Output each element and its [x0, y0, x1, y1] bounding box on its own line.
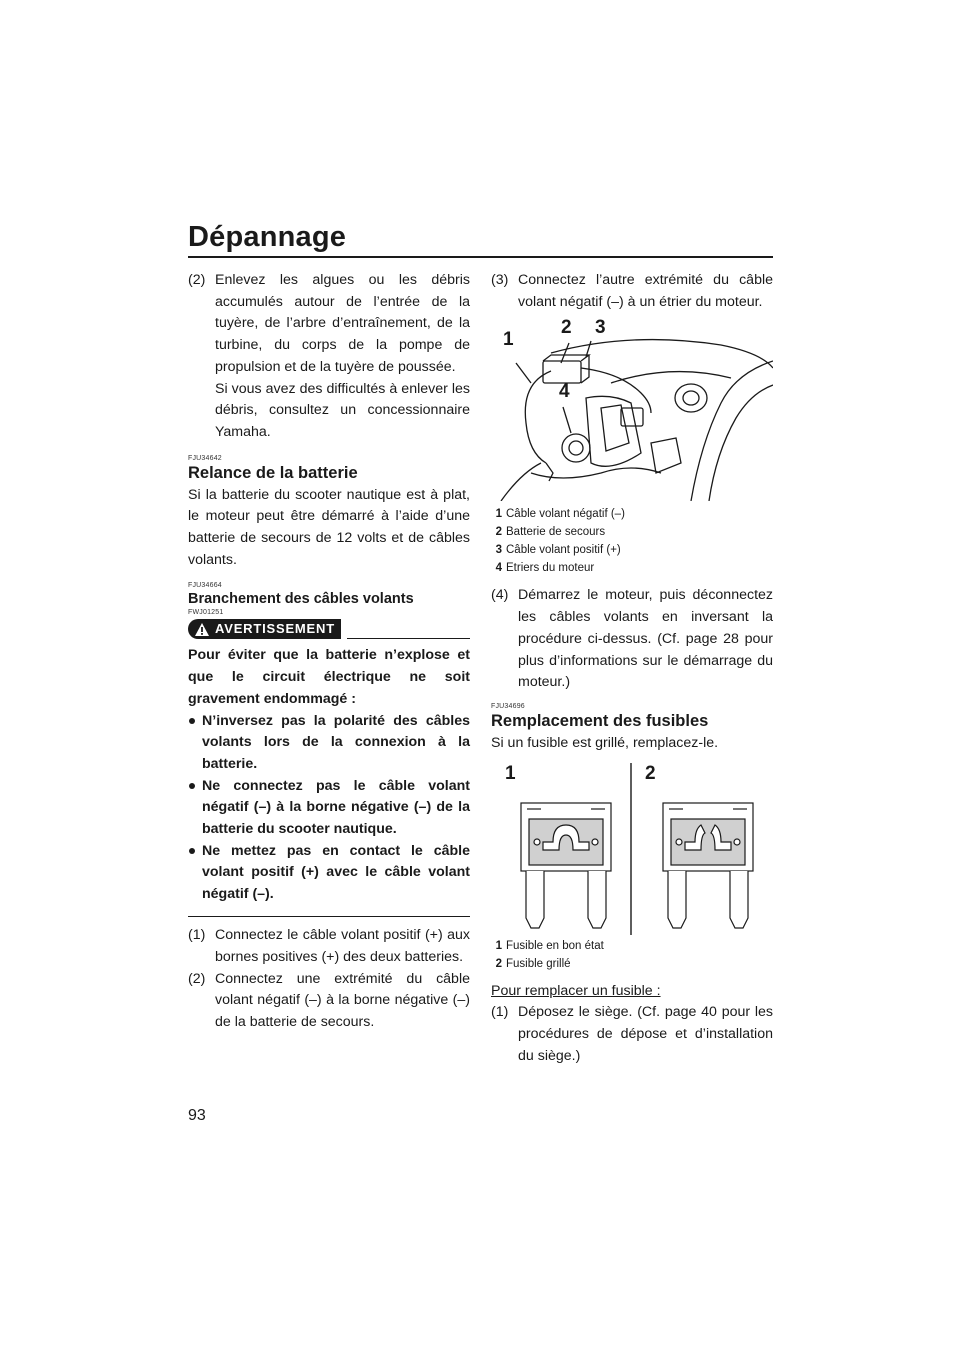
step-3-engine-bracket — [491, 270, 773, 313]
subsection-title-branchement: Branchement des câbles volants — [188, 591, 414, 608]
step-text-2: Si vous avez des difficultés à enlever les débris, consultez un concessionnaire Yamaha. — [215, 380, 470, 440]
warning-bullet: N’inversez pas la polarité des câbles volants lors de la connexion à la batterie. — [188, 711, 470, 776]
callout-2: 2 — [561, 317, 572, 339]
step-number: (3) — [491, 272, 509, 288]
warning-header — [188, 619, 470, 639]
bullet-dot — [189, 848, 195, 854]
section-body-fusibles: Si un fusible est grillé, remplacez-le. — [491, 734, 719, 751]
engine-compartment-illustration — [491, 323, 773, 501]
section-title-fusibles: Remplacement des fusibles — [491, 711, 709, 730]
section-body-relance: Si la batterie du scooter nautique est à plat, le moteur peut être démarré à l’aide d’une batterie de secours de 12 volts et de câbles volants. — [188, 486, 470, 568]
warning-body — [188, 645, 470, 905]
caption-item: 2 Fusible grillé — [495, 957, 571, 970]
step-2-debris — [188, 270, 470, 444]
callout-1: 1 — [505, 762, 516, 784]
fuse-figure — [491, 763, 773, 935]
caption-item: 1 Câble volant négatif (–) — [495, 508, 625, 521]
warning-badge — [188, 619, 341, 639]
page-title: Dépannage — [188, 221, 347, 253]
bullet-dot — [189, 718, 195, 724]
left-column — [188, 270, 470, 1034]
bullet-dot — [189, 783, 195, 789]
step-number: (1) — [188, 927, 206, 944]
warning-triangle-icon — [194, 622, 210, 637]
step-1-remove-seat — [491, 1002, 773, 1067]
ref-code: FWJ01251 — [188, 609, 224, 617]
step-text: Connectez le câble volant positif (+) aux bornes positives (+) des deux batteries. — [215, 927, 470, 966]
step-number: (2) — [188, 272, 206, 288]
step-4-start-engine — [491, 585, 773, 694]
warning-bullet: Ne connectez pas le câble volant négatif (–) à la borne négative (–) de la batterie du scooter nautique. — [188, 776, 470, 841]
callout-3: 3 — [595, 317, 606, 339]
step-text: Connectez une extrémité du câble volant négatif (–) à la borne négative (–) de la batterie de secours. — [215, 970, 470, 1031]
step-number: (1) — [491, 1004, 509, 1021]
right-column — [491, 270, 773, 1067]
figure-2-captions — [491, 937, 773, 973]
section-title-relance: Relance de la batterie — [188, 463, 358, 482]
step-2-negative — [188, 969, 470, 1034]
step-text: Déposez le siège. (Cf. page 40 pour les procédures de dépose et d’installation du siège.) — [518, 1004, 773, 1064]
jump-cable-figure — [491, 317, 773, 501]
caption-item: 3 Câble volant positif (+) — [495, 544, 621, 557]
callout-2: 2 — [645, 762, 656, 784]
step-text: Démarrez le moteur, puis déconnectez les câbles volants en inversant la procédure ci-dessus. (Cf. page 28 pour plus d’informations sur le démarrage du moteur.) — [518, 587, 773, 691]
step-number: (4) — [491, 587, 509, 604]
replace-fuse-heading: Pour remplacer un fusible : — [491, 982, 661, 999]
page-number: 93 — [188, 1107, 206, 1124]
callout-1: 1 — [503, 329, 514, 351]
caption-item: 2 Batterie de secours — [495, 526, 606, 539]
caption-item: 4 Etriers du moteur — [495, 562, 595, 575]
figure-1-captions — [491, 505, 773, 577]
step-text: Connectez l’autre extrémité du câble volant négatif (–) à un étrier du moteur. — [518, 272, 773, 310]
fuse-illustration — [491, 763, 773, 935]
ref-code: FJU34696 — [491, 702, 525, 710]
callout-4: 4 — [559, 381, 570, 403]
warning-intro: Pour éviter que la batterie n’explose et que le circuit électrique ne soit gravement endommagé : — [188, 647, 470, 707]
warning-end-rule — [188, 916, 470, 918]
ref-code: FJU34664 — [188, 582, 222, 590]
step-number: (2) — [188, 970, 206, 987]
warning-rule — [347, 638, 470, 640]
header-rule — [188, 256, 773, 258]
ref-code: FJU34642 — [188, 454, 222, 462]
caption-item: 1 Fusible en bon état — [495, 939, 604, 952]
warning-bullet: Ne mettez pas en contact le câble volant positif (+) avec le câble volant négatif (–). — [188, 841, 470, 906]
step-text: Enlevez les algues ou les débris accumulés autour de l’entrée de la tuyère, de l’arbre d’entraînement, de la turbine, du corps de la pompe de propulsion et de la tuyère de poussée. — [215, 272, 470, 375]
warning-label: AVERTISSEMENT — [215, 621, 335, 637]
step-1-positive — [188, 925, 470, 968]
